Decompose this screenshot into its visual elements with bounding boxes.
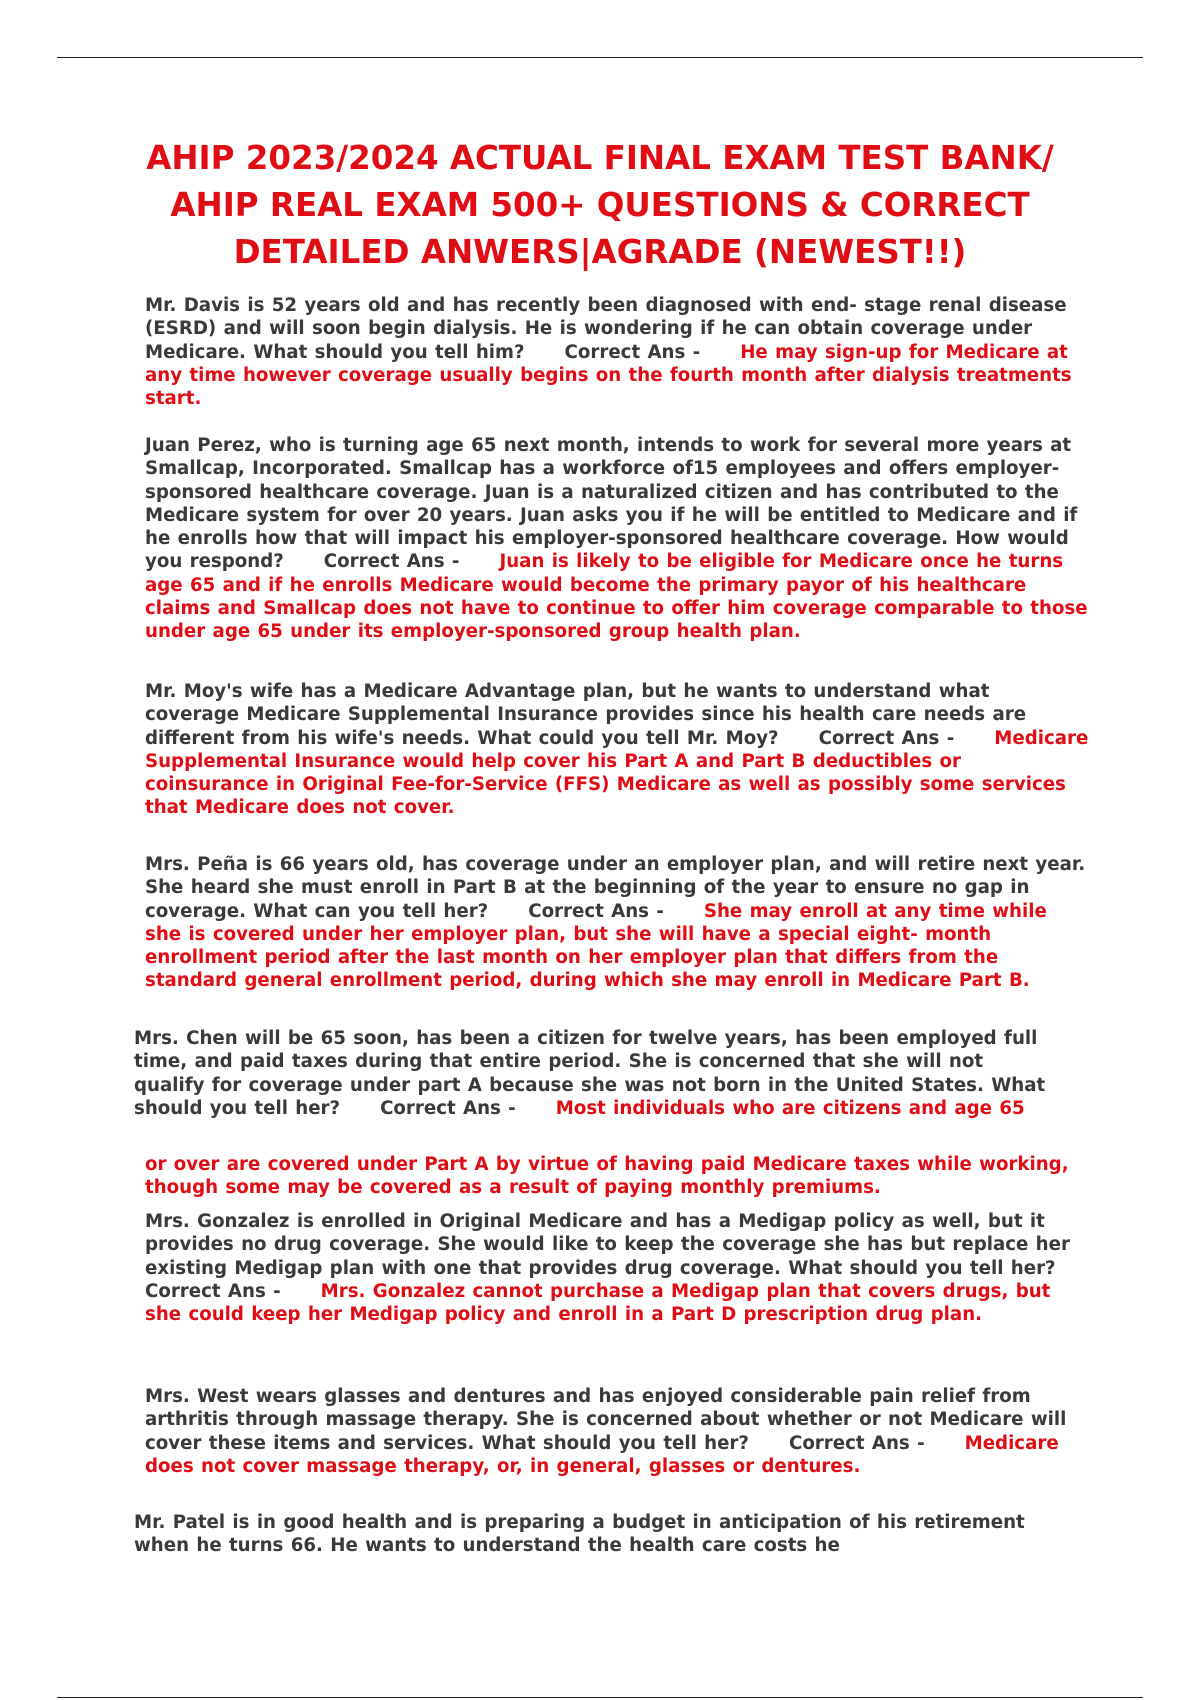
- qa-item-perez: [145, 434, 1090, 644]
- title-line-3: DETAILED ANWERS|AGRADE (NEWEST!!): [233, 233, 967, 271]
- question-text: Juan Perez, who is turning age 65 next month, intends to work for several more years at Smallcap, Incorporated. Smallcap has a workforce of15 employees and offers employer-sponsored healthcare coverage. Juan is a naturalized citizen and has contributed to the Medicare system for over 20 years. Juan asks you if he will be entitled to Medicare and if he enrolls how that will impact his employer-sponsored healthcare coverage. How would you respond?: [145, 435, 1078, 573]
- question-text: Mr. Moy's wife has a Medicare Advantage plan, but he wants to understand what coverage Medicare Supplemental Insurance provides since his health care needs are different from his wife's needs. What could you tell Mr. Moy?: [145, 681, 1027, 749]
- title-line-2: AHIP REAL EXAM 500+ QUESTIONS & CORRECT: [170, 186, 1030, 224]
- question-text: Mrs. Gonzalez is enrolled in Original Medicare and has a Medigap policy as well, but it provides no drug coverage. She would like to keep the coverage she has but replace her existing Medigap plan with one that provides drug coverage. What should you tell her?: [145, 1211, 1070, 1279]
- correct-answer-label: Correct Ans -: [818, 727, 955, 749]
- top-rule: [57, 57, 1143, 58]
- qa-item-chen: [134, 1027, 1054, 1120]
- document-title: [100, 135, 1100, 276]
- correct-answer-label: Correct Ans -: [564, 341, 701, 363]
- answer-text: Medicare Supplemental Insurance would help cover his Part A and Part B deductibles or coinsurance in Original Fee-for-Service (FFS) Medicare as well as possibly some services that Medicare does not cover.: [145, 727, 1089, 819]
- answer-text: Juan is likely to be eligible for Medicare once he turns age 65 and if he enrolls Medicare would become the primary payor of his healthcare claims and Smallcap does not have to continue to offer him coverage comparable to those under age 65 under its employer-sponsored group health plan.: [145, 551, 1088, 643]
- qa-item-pena: [145, 853, 1090, 993]
- answer-text: Most individuals who are citizens and age 65: [555, 1097, 1025, 1119]
- qa-item-west: [145, 1385, 1090, 1478]
- answer-text: She may enroll at any time while she is covered under her employer plan, but she will have a special eight- month enrollment period after the last month on her employer plan that differs from the standard general enrollment period, during which she may enroll in Medicare Part B.: [145, 900, 1047, 992]
- answer-text: Medicare does not cover massage therapy, or, in general, glasses or dentures.: [145, 1432, 1059, 1477]
- qa-item-chen-answer-continued: or over are covered under Part A by virtue of having paid Medicare taxes while working, though some may be covered as a result of paying monthly premiums.: [145, 1154, 1069, 1199]
- qa-item-davis: [145, 294, 1090, 410]
- correct-answer-label: Correct Ans -: [323, 551, 460, 573]
- qa-item-moy: [145, 680, 1090, 820]
- title-line-1: AHIP 2023/2024 ACTUAL FINAL EXAM TEST BANK/: [146, 139, 1054, 177]
- question-text: Mrs. Chen will be 65 soon, has been a citizen for twelve years, has been employed full time, and paid taxes during that entire period. She is concerned that she will not qualify for coverage under part A because she was not born in the United States. What should you tell her?: [134, 1028, 1046, 1119]
- question-text: Mr. Davis is 52 years old and has recently been diagnosed with end- stage renal disease (ESRD) and will soon begin dialysis. He is wondering if he can obtain coverage under Medicare. What should you tell him?: [145, 295, 1067, 363]
- question-text: Mrs. Peña is 66 years old, has coverage under an employer plan, and will retire next year. She heard she must enroll in Part B at the beginning of the year to ensure no gap in coverage. What can you tell her?: [145, 854, 1086, 922]
- question-text: Mrs. West wears glasses and dentures and has enjoyed considerable pain relief from arthritis through massage therapy. She is concerned about whether or not Medicare will cover these items and services. What should you tell her?: [145, 1386, 1067, 1454]
- answer-text: Mrs. Gonzalez cannot purchase a Medigap plan that covers drugs, but she could keep her Medigap policy and enroll in a Part D prescription drug plan.: [145, 1280, 1051, 1326]
- bottom-rule: [57, 1697, 1143, 1698]
- qa-item-gonzalez: [145, 1210, 1090, 1326]
- question-text: Mr. Patel is in good health and is preparing a budget in anticipation of his retirement when he turns 66. He wants to understand the health care costs he: [134, 1512, 1025, 1557]
- correct-answer-label: Correct Ans -: [380, 1097, 516, 1119]
- correct-answer-label: Correct Ans -: [145, 1280, 281, 1302]
- answer-text: He may sign-up for Medicare at any time however coverage usually begins on the fourth month after dialysis treatments start.: [145, 341, 1072, 410]
- correct-answer-label: Correct Ans -: [788, 1432, 925, 1454]
- qa-item-patel: [134, 1511, 1054, 1558]
- correct-answer-label: Correct Ans -: [528, 900, 664, 922]
